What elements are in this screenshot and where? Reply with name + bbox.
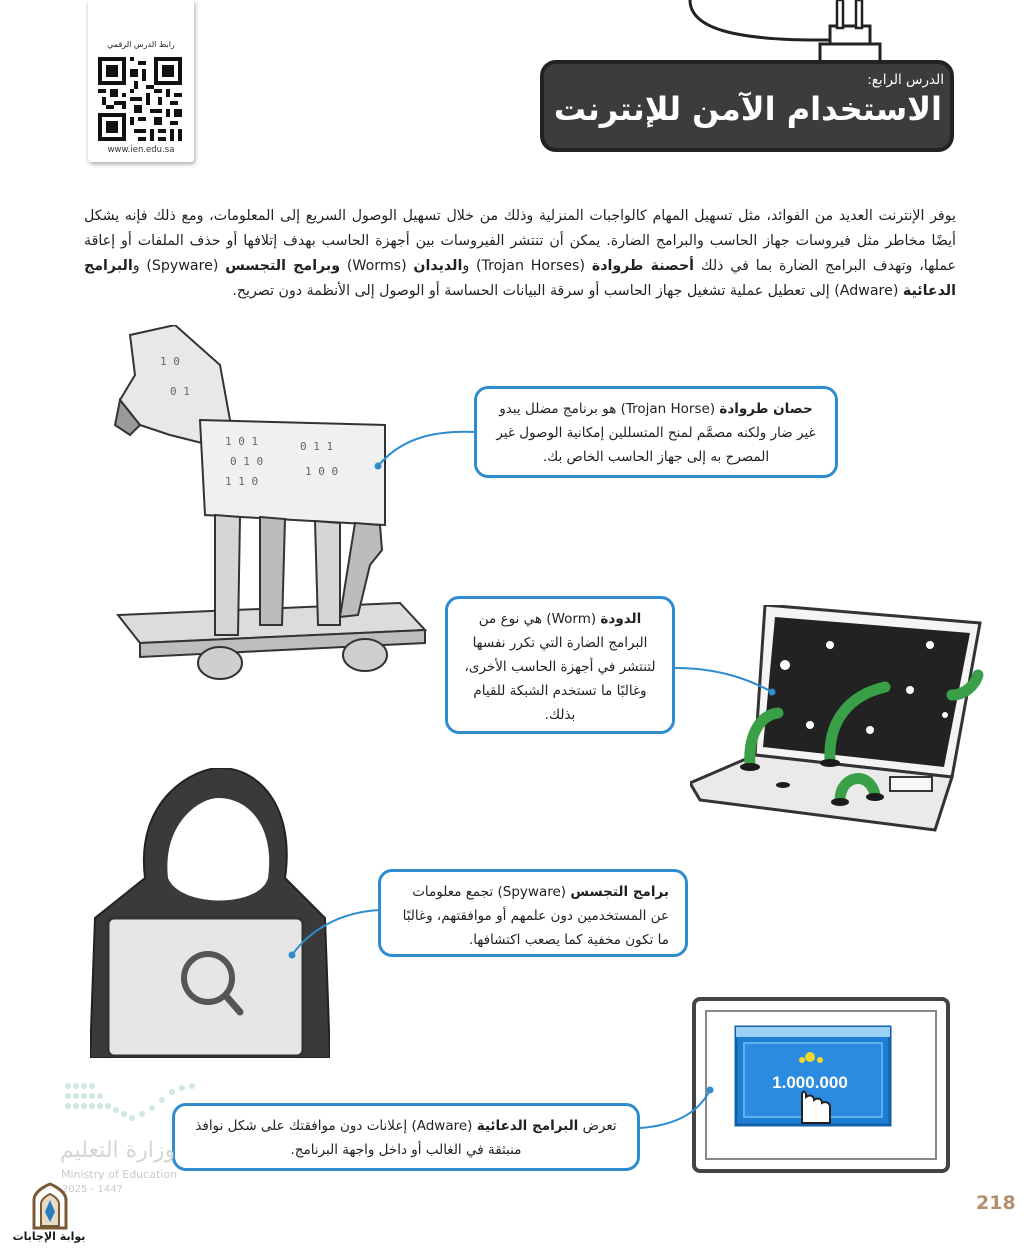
worm-term: الدودة	[600, 611, 642, 627]
site-label[interactable]: بوابة الإجابات	[12, 1230, 86, 1243]
svg-text:1 0: 1 0	[160, 355, 180, 368]
term-spyware: وبرامج التجسس	[225, 258, 341, 274]
intro-text: (Worms)	[340, 258, 414, 274]
lesson-number: الدرس الرابع:	[867, 72, 944, 88]
adware-monitor-illustration	[690, 995, 952, 1175]
site-logo-icon[interactable]	[30, 1182, 70, 1230]
trojan-horse-illustration	[100, 325, 440, 685]
trojan-description: (Trojan Horse) هو برنامج مضلل يبدو غير ضار ولكنه مصمَّم لمنح المتسللين إمكانية الوصول غير المصرح به إلى جهاز الحاسب الخاص بك.	[496, 401, 816, 465]
intro-text: يوفر الإنترنت العديد من الفوائد، مثل تسهيل المهام كالواجبات المنزلية وذلك من خلال تسهيل الوصول السريع إلى المعلومات، ومع ذلك فإنه يشكل أيضًا مخاطر مثل فيروسات جهاز الحاسب والبرامج الضارة. يمكن أن تنتشر الفيروسات بين أجهزة الحاسب بهدف إتلافها أو حذف الملفات أو إعاقة عملها، وتهدف البرامج الضارة بما في ذلك	[84, 208, 957, 274]
term-worms: الديدان	[413, 258, 463, 274]
spyware-callout	[378, 869, 688, 957]
adware-term: البرامج الدعائية	[476, 1118, 579, 1134]
spyware-term: برامج التجسس	[570, 884, 669, 900]
page-number: 218	[976, 1192, 1016, 1214]
svg-text:1 0 0: 1 0 0	[305, 465, 339, 478]
intro-text: (Adware) إلى تعطيل عملية تشغيل جهاز الحاسب أو سرقة البيانات الحساسة أو الوصول إلى الأنظمة دون تصريح.	[232, 283, 903, 299]
svg-text:0 1 0: 0 1 0	[230, 455, 264, 468]
ministry-name-arabic: وزارة التعليم	[60, 1138, 176, 1163]
intro-text: (Trojan Horses) و	[462, 258, 592, 274]
trojan-term: حصان طروادة	[719, 401, 813, 417]
adware-description: (Adware) إعلانات دون موافقتك على شكل نوافذ منبثقة في الغالب أو داخل واجهة البرنامج.	[195, 1118, 522, 1158]
intro-paragraph	[84, 204, 956, 304]
svg-text:0 1 1: 0 1 1	[300, 440, 334, 453]
worm-callout	[445, 596, 675, 734]
trojan-callout	[474, 386, 838, 478]
svg-text:0 1: 0 1	[170, 385, 190, 398]
popup-value: 1.000.000	[772, 1073, 848, 1092]
qr-url[interactable]: www.ien.edu.sa	[107, 145, 175, 155]
laptop-worms-illustration	[690, 605, 990, 835]
worm-description: (Worm) هي نوع من البرامج الضارة التي تكرر نفسها لتنتشر في أجهزة الحاسب الأخرى، وغالبًا ما تستخدم الشبكة للقيام بذلك.	[464, 611, 656, 723]
spyware-description: (Spyware) تجمع معلومات عن المستخدمين دون علمهم أو موافقتهم، وغالبًا ما تكون مخفية كما يصعب اكتشافها.	[402, 884, 669, 948]
qr-code-icon[interactable]	[98, 57, 182, 141]
term-trojan: أحصنة طروادة	[591, 258, 695, 274]
term-adware: البرامج الدعائية	[84, 258, 956, 299]
hacker-illustration	[90, 768, 330, 1058]
svg-text:1 0 1: 1 0 1	[225, 435, 259, 448]
ministry-logo-icon	[62, 1080, 197, 1130]
svg-text:1 1 0: 1 1 0	[225, 475, 259, 488]
adware-prefix: تعرض	[578, 1118, 617, 1134]
adware-callout	[172, 1103, 640, 1171]
ministry-name-english: Ministry of Education	[61, 1168, 178, 1181]
qr-card[interactable]	[88, 0, 194, 162]
qr-caption: رابط الدرس الرقمي	[107, 40, 175, 49]
lesson-title: الاستخدام الآمن للإنترنت	[553, 90, 942, 128]
intro-text: (Spyware) و	[132, 258, 226, 274]
ministry-year: 2025 - 1447	[62, 1184, 123, 1195]
